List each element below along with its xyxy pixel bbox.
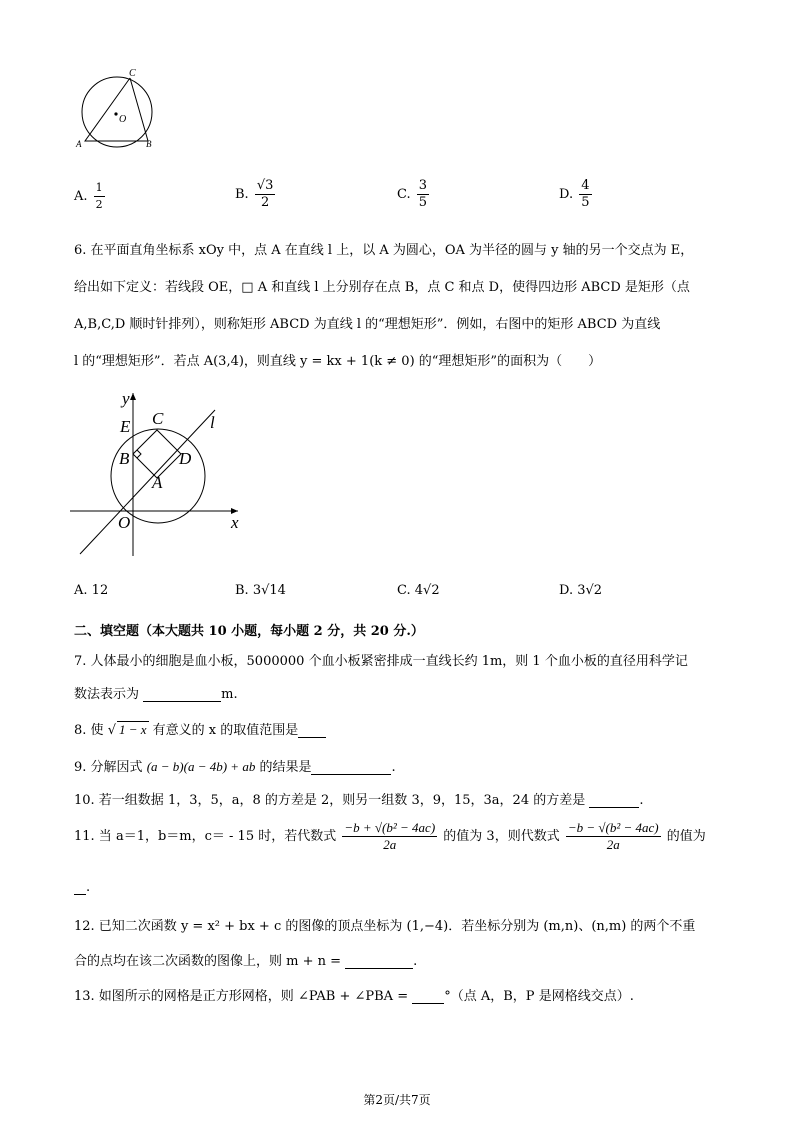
label-x: x <box>231 513 239 532</box>
label-b: B <box>146 139 152 149</box>
q10: 10. 若一组数据 1，3，5，a，8 的方差是 2，则另一组数 3，9，15，3a，24 的方差是 . <box>74 793 644 808</box>
q11: 11. 当 a＝1，b＝m，c＝ - 15 时，若代数式 $\frac{\text{−b + √(b² − 4ac)}}{2a}$ 的值为 3，则代数式 $\frac{\text{−b − √(b² − 4ac)}}{2a}$ 的值为 <box>74 820 706 852</box>
ideal-rectangle-figure <box>70 388 250 568</box>
label-b: B <box>119 449 130 468</box>
q5-option-c: C. $\frac{3}{5}$ <box>397 178 428 210</box>
q6-option-b: B. 3√14 <box>235 583 286 598</box>
label-d: D <box>179 449 192 468</box>
triangle <box>85 78 148 141</box>
q6-line-4: l 的“理想矩形”．若点 A(3,4)，则直线 y = kx + 1(k ≠ 0) 的“理想矩形”的面积为（ ） <box>74 354 602 369</box>
center-point <box>114 112 117 115</box>
label-e: E <box>120 417 131 436</box>
page-footer: 第2页/共7页 <box>363 1093 431 1107</box>
q5-option-a: A. $\frac{1}{2}$ <box>74 181 103 211</box>
q9-answer-blank[interactable] <box>311 760 391 775</box>
q9: 9. 分解因式 (a − b)(a − 4b) + ab 的结果是 . <box>74 759 396 775</box>
q6-option-a: A. 12 <box>74 583 109 598</box>
right-angle-mark <box>137 450 141 458</box>
q7-line-2: 数法表示为 m. <box>74 687 238 702</box>
q13: 13. 如图所示的网格是正方形网格，则 ∠PAB + ∠PBA = °（点 A，B，P 是网格线交点）. <box>74 989 634 1004</box>
q8: 8. 使 √ 1 − x 有意义的 x 的取值范围是 <box>74 719 326 738</box>
q7-answer-blank[interactable] <box>143 687 221 702</box>
q8-answer-blank[interactable] <box>298 723 326 738</box>
q5-option-b: B. $\frac{√3}{2}$ <box>235 178 274 210</box>
line-l <box>80 410 215 554</box>
q11-line-2: . <box>74 880 90 895</box>
q12-line-2: 合的点均在该二次函数的图像上，则 m + n = . <box>74 954 418 969</box>
label-c: C <box>152 409 164 428</box>
y-axis-arrow <box>130 393 136 400</box>
q7-line-1: 7. 人体最小的细胞是血小板，5000000 个血小板紧密排成一直线长约 1m，则 1 个血小板的直径用科学记 <box>74 654 688 669</box>
q6-line-2: 给出如下定义：若线段 OE，□ A 和直线 l 上分别存在点 B，点 C 和点 D，使得四边形 ABCD 是矩形（点 <box>74 280 690 295</box>
q12-line-1: 12. 已知二次函数 y = x² + bx + c 的图像的顶点坐标为 (1,−4)．若坐标分别为 (m,n)、(n,m) 的两个不重 <box>74 919 696 934</box>
q6-option-c: C. 4√2 <box>397 583 440 598</box>
label-o: O <box>118 513 131 532</box>
q6-line-3: A,B,C,D 顺时针排列），则称矩形 ABCD 为直线 l 的“理想矩形”．例如，右图中的矩形 ABCD 为直线 <box>74 317 661 332</box>
q6-line-1: 6. 在平面直角坐标系 xOy 中，点 A 在直线 l 上，以 A 为圆心，OA 为半径的圆与 y 轴的另一个交点为 E， <box>74 243 694 258</box>
circle-triangle-figure <box>72 68 162 152</box>
label-l: l <box>210 413 215 432</box>
q13-answer-blank[interactable] <box>412 989 444 1004</box>
label-a: A <box>76 139 82 149</box>
label-c: C <box>129 68 136 79</box>
label-y: y <box>122 389 130 408</box>
q11-answer-blank[interactable] <box>74 880 86 895</box>
label-o: O <box>119 114 127 125</box>
circle <box>82 77 152 147</box>
section-heading: 二、填空题（本大题共 10 小题，每小题 2 分，共 20 分.） <box>74 624 424 639</box>
q12-answer-blank[interactable] <box>345 954 413 969</box>
q6-option-d: D. 3√2 <box>559 583 603 598</box>
label-a: A <box>152 473 163 492</box>
q10-answer-blank[interactable] <box>589 793 639 808</box>
q5-option-d: D. $\frac{4}{5}$ <box>559 178 590 210</box>
